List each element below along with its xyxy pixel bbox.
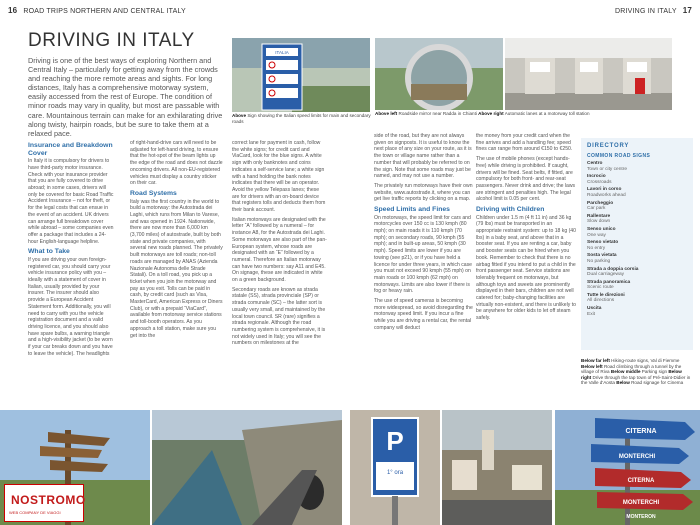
section-body: In Italy it is compulsory for drivers to have third-party motor insurance. Check with your insurance provider that you are fully covered to drive abroad; in some cases, drivers will only be covered for basic Road Traffic Accident Insurance – not for theft, or for the legal costs that can ensue in the event of an accident. UK drivers can arrange full breakdown cover while abroad – some companies even offer a package that includes a 24-hour English-language helpline. xyxy=(28,158,114,245)
section-heading: Insurance and Breakdown Cover xyxy=(28,142,113,157)
caption-text: Drive through the tap town of Pré-Saint-Didier in the Valle d'Aosta xyxy=(581,374,691,386)
entry-term: Incrocio xyxy=(587,174,606,180)
section-body: Children under 1.5 m (4 ft 11 in) and 36 kg (79 lbs) must be transported in an appropriate restraint system: up to 18 kg (40 lbs) in a baby seat, and above that in a booster seat. If you are renting a car, baby and booster seats can be hired when you book. Remember to check that there is no airbag fitted if you intend to put a child in the front passenger seat. Service stations are tolerably frequent on motorways, but although toys and sweets are prominently displayed in their bars, children are not well catered for; baby-changing facilities are virtually non-existent, and there is unlikely to be anywhere for older kids to let off steam safely. xyxy=(476,214,576,322)
directory-entry xyxy=(587,174,687,185)
caption-lead: Below right xyxy=(581,369,682,380)
text-column-4 xyxy=(374,133,474,335)
logo-name: NOSTROMO xyxy=(11,493,86,507)
cinema-sign-text: MONTERON xyxy=(626,514,656,520)
toll-station-photo xyxy=(505,38,672,110)
caption-text: Automatic lanes at a motorway toll station xyxy=(504,111,590,116)
cinema-sign-text: CITERNA xyxy=(627,478,655,484)
speed-sign-illustration xyxy=(232,38,370,112)
tunnel-road-photo xyxy=(152,410,342,525)
mirror-toll-caption xyxy=(375,111,675,117)
right-header-title: DRIVING IN ITALY xyxy=(615,8,677,15)
entry-meaning: Dual carriageway xyxy=(587,272,625,278)
section-body: Secondary roads are known as strada statale (SS), strada provinciale (SP) or strada comunale (SC) – the latter sort is usually very small, and maintained by the local town council. SR (rare) signifies a strada regionale. Although the road numbering system is comprehensive, it is not widely used in Italy; you will see the numbers on milestones at the xyxy=(232,286,326,347)
section-body: If you are driving your own foreign-registered car, you should carry your vehicle insurance policy with you – ideally with a statement of cover in Italian, usually provided by your insurer. The insurer should also provide a European Accident Statement form. Additionally, you will need to carry with you the vehicle registration document and a valid driving licence, and you should also have spare bulbs, a warning triangle and a high-visibility jacket (to be worn if your car breaks down and you have to leave the vehicle). The headlights xyxy=(28,256,113,357)
entry-term: Senso unico xyxy=(587,226,616,232)
intro-paragraph: Driving is one of the best ways of exploring Northern and Central Italy – particularly for getting away from the crowds and reaching the more remote areas and sights. For long distances, Italy has a comprehensive motorway system, easily accessed from the rest of Europe. The condition of minor roads may vary in quality, but most are passable with care. Mountainous terrain can make for an exhilarating drive along twisty, hairpin roads, but be sure to take them at a relaxed pace. xyxy=(28,56,223,138)
caption-lead: Above right xyxy=(478,111,504,116)
left-header-title: ROAD TRIPS NORTHERN AND CENTRAL ITALY xyxy=(23,8,186,15)
caption-text: Roadside mirror near Radda in Chianti xyxy=(398,111,477,116)
caption-lead: Below xyxy=(616,380,630,386)
caption-lead: Above xyxy=(232,113,247,118)
caption-lead: Below left xyxy=(581,363,603,369)
section-body: The use of speed cameras is becoming more widespread, so avoid disregarding the motorway speed limit. If you incur a fine while you are driving a rental car, the rental company will deduct xyxy=(374,298,473,331)
directory-entry xyxy=(587,214,687,225)
parking-plate-text: 1° ora xyxy=(386,470,404,476)
speed-sign-photo xyxy=(232,38,370,112)
cinema-sign-text: MONTERCHI xyxy=(618,454,656,460)
directory-entry xyxy=(587,201,687,212)
caption-text: Sign showing the Italian speed limits for main and secondary roads xyxy=(232,113,371,124)
parking-sign-photo xyxy=(350,410,440,525)
mirror-illustration xyxy=(375,38,503,110)
directory-box xyxy=(581,138,693,350)
entry-meaning: Roadworks ahead xyxy=(587,192,626,198)
directory-entry xyxy=(587,227,687,238)
entry-term: Tutte le direzioni xyxy=(587,292,625,298)
caption-text: Road climbing through a tunnel by the village of Riva xyxy=(581,363,682,375)
town-drive-illustration xyxy=(442,410,552,525)
entry-term: Strada panoramica xyxy=(587,279,631,285)
directory-entry xyxy=(587,253,687,264)
section-body: The privately run motorways have their own website, www.autostrade.it, where you can get live traffic reports by clicking on a map. xyxy=(374,182,473,203)
tunnel-road-illustration xyxy=(152,410,342,525)
logo-subtitle: WEB COMPANY DE VIAGGI xyxy=(9,510,61,515)
entry-term: Centro xyxy=(587,161,603,166)
toll-illustration xyxy=(505,38,672,110)
caption-lead: Below far left xyxy=(581,358,610,363)
italia-sign-text: ITALIA xyxy=(275,50,289,55)
cinema-signs-illustration xyxy=(555,410,700,525)
entry-term: Strada a doppia corsia xyxy=(587,266,639,272)
section-body: Italian motorways are designated with the letter “A” followed by a numeral – for instance A8, for the Autostrada dei Laghi. Some motorways are also part of the pan-European system, whose roads are designated with an “E” followed by a numeral. Therefore an Italian motorway can have two numbers: say A11 and E45. On signage, these are indicated in white on a green background. xyxy=(232,216,327,284)
town-drive-photo xyxy=(442,410,552,525)
parking-sign-illustration xyxy=(350,410,440,525)
right-running-head xyxy=(615,6,692,15)
entry-meaning: Town or city centre xyxy=(587,166,627,172)
entry-meaning: Car park xyxy=(587,206,606,212)
caption-lead: Below middle xyxy=(610,369,641,375)
roadside-mirror-photo xyxy=(375,38,503,110)
left-page-number: 16 xyxy=(8,6,18,15)
entry-meaning: Crossroads xyxy=(587,179,612,185)
directory-entry xyxy=(587,280,687,291)
caption-text: Road signage for Cinema xyxy=(631,380,684,386)
speed-sign-caption xyxy=(232,113,372,124)
directory-entry xyxy=(587,187,687,198)
right-page-number: 17 xyxy=(682,6,692,15)
entry-meaning: One way xyxy=(587,232,606,238)
watermark-logo xyxy=(4,484,84,522)
entry-meaning: No parking xyxy=(587,258,611,264)
entry-term: Sosta vietata xyxy=(587,253,617,259)
entry-meaning: Slow down xyxy=(587,219,611,225)
text-column-5 xyxy=(476,133,576,325)
text-column-2 xyxy=(130,140,223,342)
caption-lead: Above left xyxy=(375,111,398,116)
parking-letter: P xyxy=(386,426,404,456)
caption-text: Parking sign xyxy=(641,369,668,375)
text-column-1 xyxy=(28,140,116,360)
bottom-photos-caption xyxy=(581,358,693,386)
directory-entry xyxy=(587,293,687,304)
directory-title: DIRECTORY xyxy=(587,143,630,149)
cinema-signs-photo xyxy=(555,410,700,525)
entry-meaning: Exit xyxy=(587,311,595,317)
entry-term: Uscita xyxy=(587,306,602,312)
page-title: DRIVING IN ITALY xyxy=(28,30,195,51)
section-body: The use of mobile phones (except hands-free) while driving is prohibited. If caught, drivers will be fined. Seat belts, if fitted, are compulsory for both front- and rear-seat passengers. Never drink and drive; the laws are stringent and penalties high. The legal alcohol limit is 0.05 per cent. xyxy=(476,156,576,203)
cinema-sign-text: CITERNA xyxy=(625,428,657,435)
entry-term: Senso vietato xyxy=(587,240,619,246)
caption-text: Hiking-route signs, Val di Fiemme xyxy=(611,358,680,363)
directory-entry xyxy=(587,267,687,278)
text-column-3 xyxy=(232,140,327,350)
entry-meaning: All directions xyxy=(587,298,615,304)
section-body: Italy was the first country in the world to build a motorway: the Autostrada dei Laghi, which runs from Milan to Varese, and was opened in 1924. Nationwide, there are now more than 6,000 km (3,700 miles) of autostrade, built by both state and private companies, with several new roads planned. The privately built motorways are toll roads; non-toll roads are managed by ANAS (Azienda Nazionale Autonoma delle Strade Statali). On a toll road, you pick up a ticket when you join the motorway and pay as you exit. Tolls can be paid in cash, by credit card (such as Visa, MasterCard, American Express or Diners Club), or with a prepaid “ViaCard”, available from motorway service stations and toll-booth operators. As you approach a toll station, make sure you get into the xyxy=(130,198,223,339)
section-heading: Driving with Children xyxy=(476,206,545,214)
entry-term: Lavori in corso xyxy=(587,187,622,193)
entry-term: Rallentare xyxy=(587,213,611,219)
page-header xyxy=(0,0,700,22)
entry-meaning: Scenic route xyxy=(587,285,614,291)
directory-section-title: COMMON ROAD SIGNS xyxy=(587,153,651,159)
directory-entry xyxy=(587,306,687,317)
section-heading: Speed Limits and Fines xyxy=(374,206,450,214)
left-running-head xyxy=(8,6,186,15)
entry-term: Parcheggio xyxy=(587,200,614,206)
cinema-sign-text: MONTERCHI xyxy=(622,500,660,506)
section-body: correct lane for payment in cash, follow the white signs; for credit card and ViaCard, look for the blue signs. A white sign with only banknotes and coins indicates a self-service lane; a white sign with a hand holding the bank notes indicates that there will be an operator. Avoid the yellow Telepass lanes; these are for drivers with an on-board device that registers tolls and deducts them from their bank account. xyxy=(232,140,326,214)
entry-meaning: No entry xyxy=(587,245,606,251)
section-body: the money from your credit card when the fine arrives and add a handling fee; speed fines can range from around €150 to €250. xyxy=(476,133,573,153)
section-heading: Road Systems xyxy=(130,189,177,197)
section-heading: What to Take xyxy=(28,248,70,256)
section-body: On motorways, the speed limit for cars and motorcycles over 150 cc is 130 kmph (80 mph); on main roads it is 110 kmph (70 mph); on secondary roads, 90 kmph (55 mph); and in built-up areas, 50 kmph (30 mph). Speed limits are lower if you are towing (see p21), or if you have held a licence for under three years, in which case you must not exceed 90 kmph (55 mph) on main roads or 100 kmph (62 mph) on motorways. Limits are also lower if there is fog or heavy rain. xyxy=(374,214,472,295)
section-body: of right-hand-drive cars will need to be adjusted for left-hand driving, to ensure that the hot-spot of the beam lights up the edge of the road and does not dazzle oncoming drivers. All non-EU-registered vehicles must display a country sticker on their car. xyxy=(130,140,223,187)
section-body: side of the road, but they are not always given on signposts. It is useful to know the next place of any size on your route, as it is the town or village name rather than a number that will probably be referred to on the sign. Note that some roads may just be named, and may not use a number. xyxy=(374,133,472,180)
directory-entry xyxy=(587,240,687,251)
directory-entry xyxy=(587,161,687,172)
